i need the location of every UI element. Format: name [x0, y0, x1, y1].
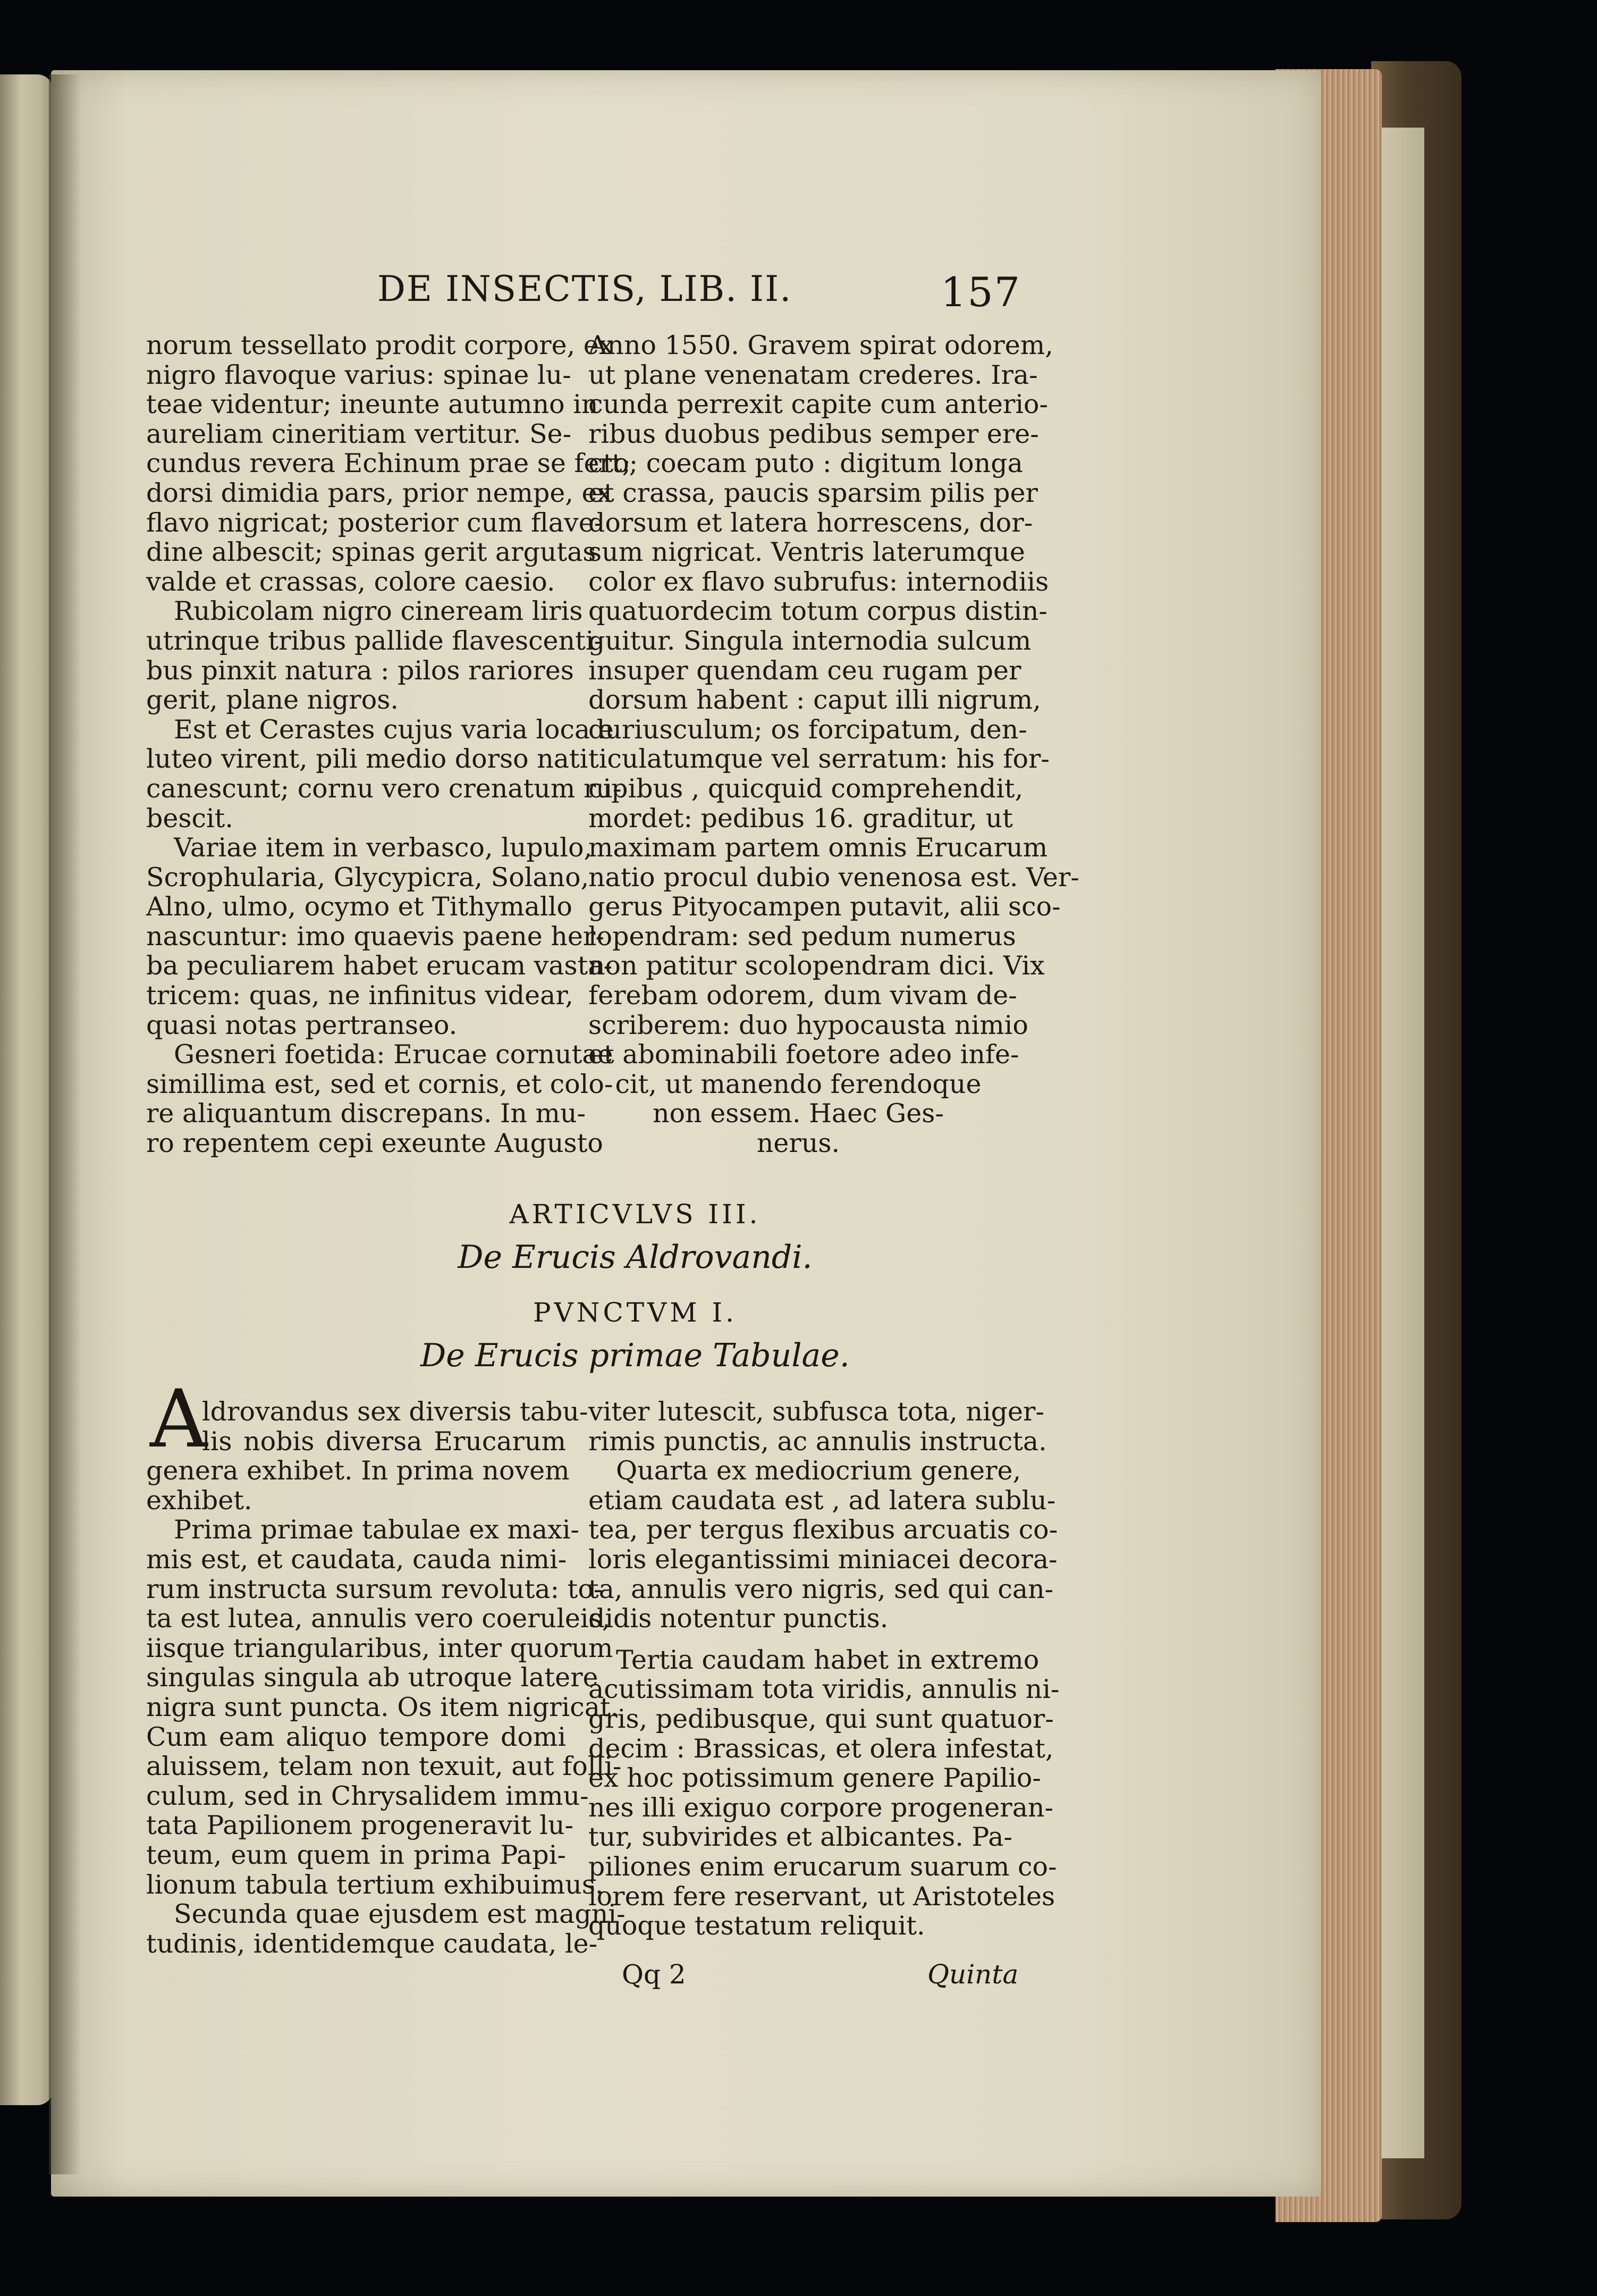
text-line: color ex flavo subrufus: internodiis: [588, 566, 1049, 597]
text-line: Est et Cerastes cujus varia loca e: [174, 714, 614, 745]
text-line: genera exhibet. In prima novem: [146, 1456, 570, 1486]
text-line: Cum eam aliquo tempore domi: [146, 1721, 566, 1752]
text-line: nerus.: [756, 1128, 840, 1159]
articulus-title: De Erucis Aldrovandi.: [458, 1239, 813, 1276]
text-line: nigro flavoque varius: spinae lu-: [146, 359, 571, 390]
text-line: singulas singula ab utroque latere: [146, 1662, 598, 1693]
text-line: et crassa, paucis sparsim pilis per: [588, 477, 1038, 508]
text-line: rimis punctis, ac annulis instructa.: [588, 1426, 1047, 1457]
text-line: iisque triangularibus, inter quorum: [146, 1633, 613, 1663]
text-line: piliones enim erucarum suarum co-: [588, 1851, 1057, 1882]
text-line: Rubicolam nigro cineream liris: [174, 596, 583, 627]
text-line: ut plane venenatam crederes. Ira-: [588, 359, 1038, 390]
left-facing-page-edge: [0, 74, 53, 2105]
text-line: ribus duobus pedibus semper ere-: [588, 418, 1039, 449]
text-line: Gesneri foetida: Erucae cornutae: [174, 1039, 613, 1070]
text-line: insuper quendam ceu rugam per: [588, 655, 1021, 686]
text-line: didis notentur punctis.: [588, 1603, 889, 1634]
text-line: loris elegantissimi miniacei decora-: [588, 1544, 1058, 1575]
text-line: non patitur scolopendram dici. Vix: [588, 951, 1045, 981]
text-line: lorem fere reservant, ut Aristoteles: [588, 1881, 1055, 1912]
running-head: [377, 268, 1021, 316]
text-line: cipibus , quicquid comprehendit,: [588, 773, 1024, 804]
text-line: natio procul dubio venenosa est. Ver-: [588, 862, 1079, 893]
page-number: 157: [941, 268, 1021, 316]
text-line: maximam partem omnis Erucarum: [588, 832, 1048, 863]
text-line: gris, pedibusque, qui sunt quatuor-: [588, 1703, 1054, 1734]
text-line: Variae item in verbasco, lupulo,: [174, 832, 593, 863]
text-line: nes illi exiguo corpore progeneran-: [588, 1792, 1054, 1823]
text-line: culum, sed in Chrysalidem immu-: [146, 1780, 589, 1811]
text-line: quoque testatum reliquit.: [588, 1911, 925, 1941]
left-column-top: [146, 330, 631, 1159]
text-line: simillima est, sed et cornis, et colo-: [146, 1069, 613, 1099]
text-line: nascuntur: imo quaevis paene her-: [146, 921, 604, 952]
right-column-top: [588, 330, 1079, 1159]
text-line: non essem. Haec Ges-: [653, 1098, 944, 1129]
text-line: Quarta ex mediocrium genere,: [616, 1456, 1021, 1486]
text-line: Alno, ulmo, ocymo et Tithymallo: [146, 892, 572, 922]
punctum-title: De Erucis primae Tabulae.: [420, 1337, 850, 1374]
text-line: ta est lutea, annulis vero coeruleis,: [146, 1603, 611, 1634]
text-line: utrinque tribus pallide flavescenti-: [146, 625, 603, 656]
text-line: Anno 1550. Gravem spirat odorem,: [588, 330, 1053, 360]
punctum-heading: PVNCTVM I.: [533, 1297, 737, 1328]
text-line: bus pinxit natura : pilos rariores: [146, 655, 574, 686]
text-line: ta, annulis vero nigris, sed qui can-: [588, 1574, 1054, 1604]
text-line: gerit, plane nigros.: [146, 685, 399, 716]
running-head-title: DE INSECTIS, LIB. II.: [377, 268, 792, 309]
text-line: lis nobis diversa Erucarum: [202, 1426, 566, 1457]
text-line: exhibet.: [146, 1485, 252, 1516]
text-line: luteo virent, pili medio dorso nati: [146, 744, 588, 775]
text-line: tea, per tergus flexibus arcuatis co-: [588, 1515, 1058, 1545]
text-line: Prima primae tabulae ex maxi-: [174, 1515, 580, 1545]
text-line: tricem: quas, ne infinitus videar,: [146, 980, 574, 1011]
text-line: bescit.: [146, 803, 233, 834]
text-line: ferebam odorem, dum vivam de-: [588, 980, 1017, 1011]
text-line: nigra sunt puncta. Os item nigricat.: [146, 1692, 619, 1722]
text-line: lopendram: sed pedum numerus: [588, 921, 1016, 952]
text-line: gerus Pityocampen putavit, alii sco-: [588, 892, 1061, 922]
text-line: quatuordecim totum corpus distin-: [588, 596, 1047, 627]
text-line: mordet: pedibus 16. graditur, ut: [588, 803, 1013, 834]
articulus-heading: ARTICVLVS III.: [509, 1199, 761, 1230]
text-line: cit, ut manendo ferendoque: [615, 1069, 982, 1099]
text-line: dorsi dimidia pars, prior nempe, ex: [146, 477, 612, 508]
text-line: rum instructa sursum revoluta: to-: [146, 1574, 603, 1604]
text-line: acutissimam tota viridis, annulis ni-: [588, 1674, 1060, 1705]
text-line: lionum tabula tertium exhibuimus.: [146, 1869, 604, 1900]
text-line: et abominabili foetore adeo infe-: [588, 1039, 1019, 1070]
text-line: quasi notas pertranseo.: [146, 1010, 458, 1040]
text-line: cunda perrexit capite cum anterio-: [588, 389, 1049, 420]
text-line: flavo nigricat; posterior cum flave-: [146, 507, 603, 538]
text-line: decim : Brassicas, et olera infestat,: [588, 1733, 1054, 1764]
text-line: cto; coecam puto : digitum longa: [588, 448, 1023, 479]
text-line: etiam caudata est , ad latera sublu-: [588, 1485, 1056, 1516]
text-line: dine albescit; spinas gerit argutas: [146, 537, 596, 568]
text-line: teae videntur; ineunte autumno in: [146, 389, 598, 420]
text-line: norum tessellato prodit corpore, ex: [146, 330, 614, 360]
right-column-bottom: [588, 1397, 1060, 1941]
text-line: ldrovandus sex diversis tabu-: [202, 1397, 588, 1427]
text-line: tudinis, identidemque caudata, le-: [146, 1928, 598, 1959]
catchword: Quinta: [927, 1959, 1019, 1990]
text-line: Secunda quae ejusdem est magni-: [174, 1899, 626, 1930]
binding-shadow: [49, 74, 81, 2174]
text-line: cundus revera Echinum prae se fert;: [146, 448, 631, 479]
text-line: ba peculiarem habet erucam vasta-: [146, 951, 613, 981]
text-line: dorsum et latera horrescens, dor-: [588, 507, 1033, 538]
text-line: tur, subvirides et albicantes. Pa-: [588, 1822, 1012, 1853]
text-line: dorsum habent : caput illi nigrum,: [588, 685, 1041, 716]
text-line: ticulatumque vel serratum: his for-: [588, 744, 1050, 775]
text-line: viter lutescit, subfusca tota, niger-: [588, 1397, 1045, 1427]
signature-mark: Qq 2: [622, 1959, 686, 1990]
text-line: teum, eum quem in prima Papi-: [146, 1839, 566, 1870]
cover-inner-leaf: [1376, 128, 1424, 2158]
text-line: valde et crassas, colore caesio.: [146, 566, 555, 597]
text-line: guitur. Singula internodia sulcum: [588, 625, 1032, 656]
text-line: duriusculum; os forcipatum, den-: [588, 714, 1027, 745]
drop-capital: A: [150, 1373, 208, 1466]
text-line: Tertia caudam habet in extremo: [616, 1644, 1040, 1675]
text-line: mis est, et caudata, cauda nimi-: [146, 1544, 567, 1575]
text-line: ex hoc potissimum genere Papilio-: [588, 1763, 1041, 1794]
text-line: scriberem: duo hypocausta nimio: [588, 1010, 1028, 1040]
text-line: aureliam cineritiam vertitur. Se-: [146, 418, 572, 449]
text-line: sum nigricat. Ventris laterumque: [588, 537, 1025, 568]
text-line: ro repentem cepi exeunte Augusto: [146, 1128, 603, 1159]
text-line: canescunt; cornu vero crenatum ru-: [146, 773, 622, 804]
text-line: re aliquantum discrepans. In mu-: [146, 1098, 586, 1129]
text-line: aluissem, telam non texuit, aut folli-: [146, 1751, 622, 1782]
text-line: Scrophularia, Glycypicra, Solano,: [146, 862, 589, 893]
left-column-bottom: [146, 1397, 626, 1959]
text-line: tata Papilionem progeneravit lu-: [146, 1810, 574, 1841]
